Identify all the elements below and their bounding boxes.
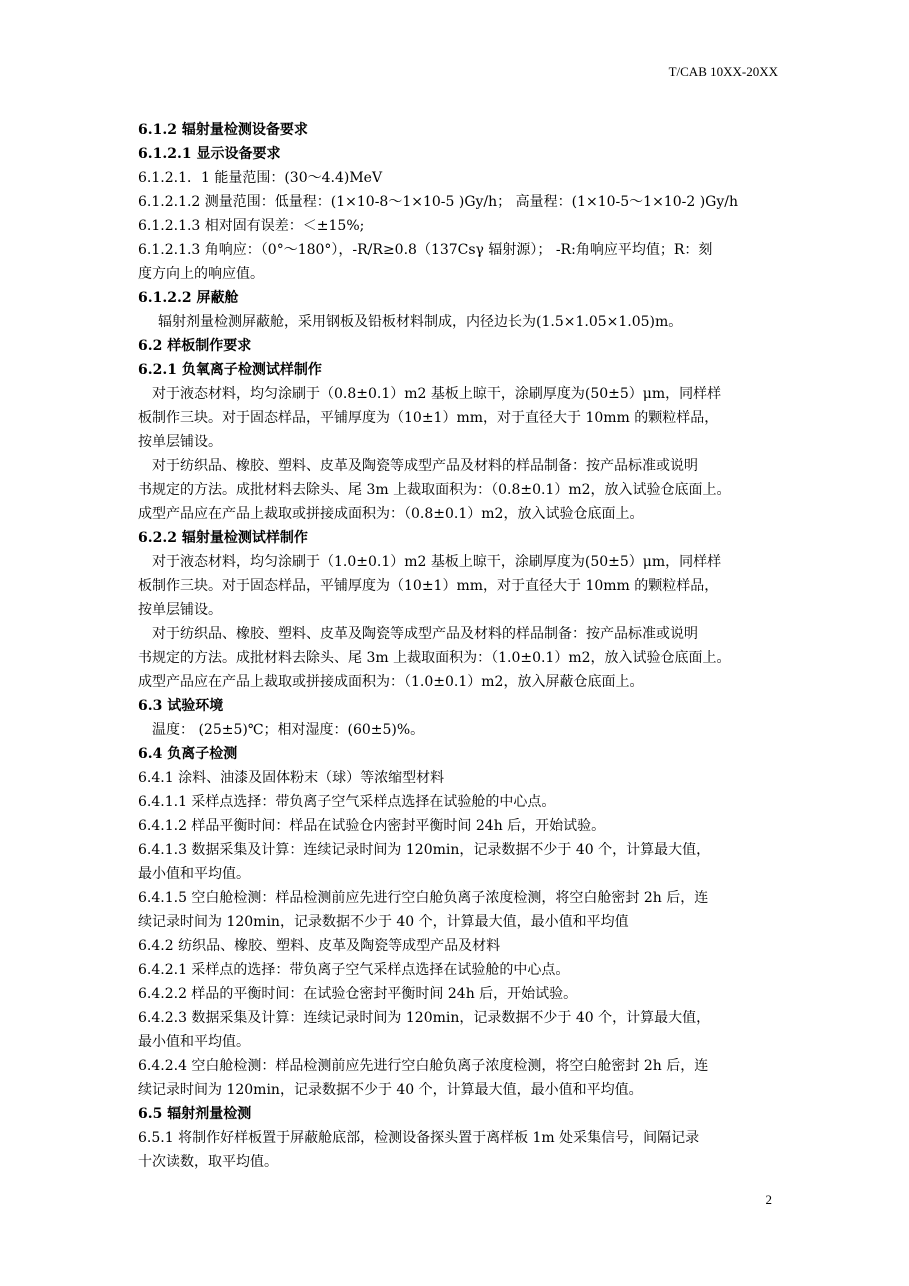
body-line: 书规定的方法。成批材料去除头、尾 3m 上裁取面积为：（1.0±0.1）m2，放入试验仓底面上。 [138,650,731,666]
body-line: 6.4.2.2 样品的平衡时间：在试验仓密封平衡时间 24h 后，开始试验。 [138,986,578,1002]
section-heading-6-1-2: 6.1.2 辐射量检测设备要求 [138,122,308,138]
body-line: 温度： (25±5)℃；相对湿度：(60±5)%。 [152,722,425,738]
body-line: 6.4.2.1 采样点的选择：带负离子空气采样点选择在试验舱的中心点。 [138,962,570,978]
body-line: 6.4.1.5 空白舱检测：样品检测前应先进行空白舱负离子浓度检测，将空白舱密封 2h 后，连 [138,890,709,906]
body-line: 最小值和平均值。 [138,1034,250,1050]
section-heading-6-4: 6.4 负离子检测 [138,746,238,762]
body-line: 续记录时间为 120min，记录数据不少于 40 个，计算最大值，最小值和平均值。 [138,1082,643,1098]
document-code-header: T/CAB 10XX-20XX [668,64,778,79]
body-line: 按单层铺设。 [138,434,222,450]
body-line: 成型产品应在产品上裁取或拼接成面积为：（0.8±0.1）m2，放入试验仓底面上。 [138,506,644,522]
body-line: 6.5.1 将制作好样板置于屏蔽舱底部，检测设备探头置于离样板 1m 处采集信号，间隔记录 [138,1130,700,1146]
section-heading-6-2: 6.2 样板制作要求 [138,338,252,354]
body-line: 续记录时间为 120min，记录数据不少于 40 个，计算最大值，最小值和平均值 [138,914,629,930]
body-line: 最小值和平均值。 [138,866,250,882]
section-heading-6-2-1: 6.2.1 负氧离子检测试样制作 [138,362,322,378]
body-line: 十次读数，取平均值。 [138,1154,278,1170]
body-line: 6.4.1.1 采样点选择：带负离子空气采样点选择在试验舱的中心点。 [138,794,556,810]
body-line: 6.1.2.1.3 角响应：（0°～180°），-R/R≥0.8（137Csγ 辐射源）； -R:角响应平均值；R：刻 [138,242,713,258]
body-line: 6.1.2.1.3 相对固有误差：＜±15%; [138,218,365,234]
page-number: 2 [765,1192,772,1207]
body-line: 对于纺织品、橡胶、塑料、皮革及陶瓷等成型产品及材料的样品制备：按产品标准或说明 [152,626,698,642]
section-heading-6-3: 6.3 试验环境 [138,698,224,714]
body-line: 辐射剂量检测屏蔽舱，采用钢板及铅板材料制成，内径边长为(1.5×1.05×1.05)m。 [158,314,683,330]
body-line: 对于液态材料，均匀涂刷于（0.8±0.1）m2 基板上晾干，涂刷厚度为(50±5）μm，同样样 [152,386,722,402]
body-line: 6.4.1.3 数据采集及计算：连续记录时间为 120min，记录数据不少于 40 个，计算最大值， [138,842,711,858]
body-line: 6.4.1 涂料、油漆及固体粉末（球）等浓缩型材料 [138,770,445,786]
body-line: 书规定的方法。成批材料去除头、尾 3m 上裁取面积为：（0.8±0.1）m2，放入试验仓底面上。 [138,482,731,498]
document-body [138,118,778,1174]
body-line: 按单层铺设。 [138,602,222,618]
body-line: 6.4.2 纺织品、橡胶、塑料、皮革及陶瓷等成型产品及材料 [138,938,501,954]
body-line: 板制作三块。对于固态样品，平铺厚度为（10±1）mm，对于直径大于 10mm 的颗粒样品， [138,410,719,426]
body-line: 6.4.2.4 空白舱检测：样品检测前应先进行空白舱负离子浓度检测，将空白舱密封 2h 后，连 [138,1058,709,1074]
body-line: 对于纺织品、橡胶、塑料、皮革及陶瓷等成型产品及材料的样品制备：按产品标准或说明 [152,458,698,474]
section-heading-6-1-2-2: 6.1.2.2 屏蔽舱 [138,290,239,306]
body-line: 成型产品应在产品上裁取或拼接成面积为：（1.0±0.1）m2，放入屏蔽仓底面上。 [138,674,644,690]
body-line: 6.4.2.3 数据采集及计算：连续记录时间为 120min，记录数据不少于 40 个，计算最大值， [138,1010,711,1026]
section-heading-6-5: 6.5 辐射剂量检测 [138,1106,252,1122]
body-line: 度方向上的响应值。 [138,266,264,282]
body-line: 6.1.2.1．1 能量范围：(30～4.4)MeV [138,170,383,186]
body-line: 板制作三块。对于固态样品，平铺厚度为（10±1）mm，对于直径大于 10mm 的颗粒样品， [138,578,719,594]
body-line: 6.1.2.1.2 测量范围：低量程：(1×10-8～1×10-5 )Gy/h； 高量程：(1×10-5～1×10-2 )Gy/h [138,194,738,210]
section-heading-6-1-2-1: 6.1.2.1 显示设备要求 [138,146,281,162]
body-line: 对于液态材料，均匀涂刷于（1.0±0.1）m2 基板上晾干，涂刷厚度为(50±5）μm，同样样 [152,554,722,570]
body-line: 6.4.1.2 样品平衡时间：样品在试验仓内密封平衡时间 24h 后，开始试验。 [138,818,606,834]
section-heading-6-2-2: 6.2.2 辐射量检测试样制作 [138,530,308,546]
